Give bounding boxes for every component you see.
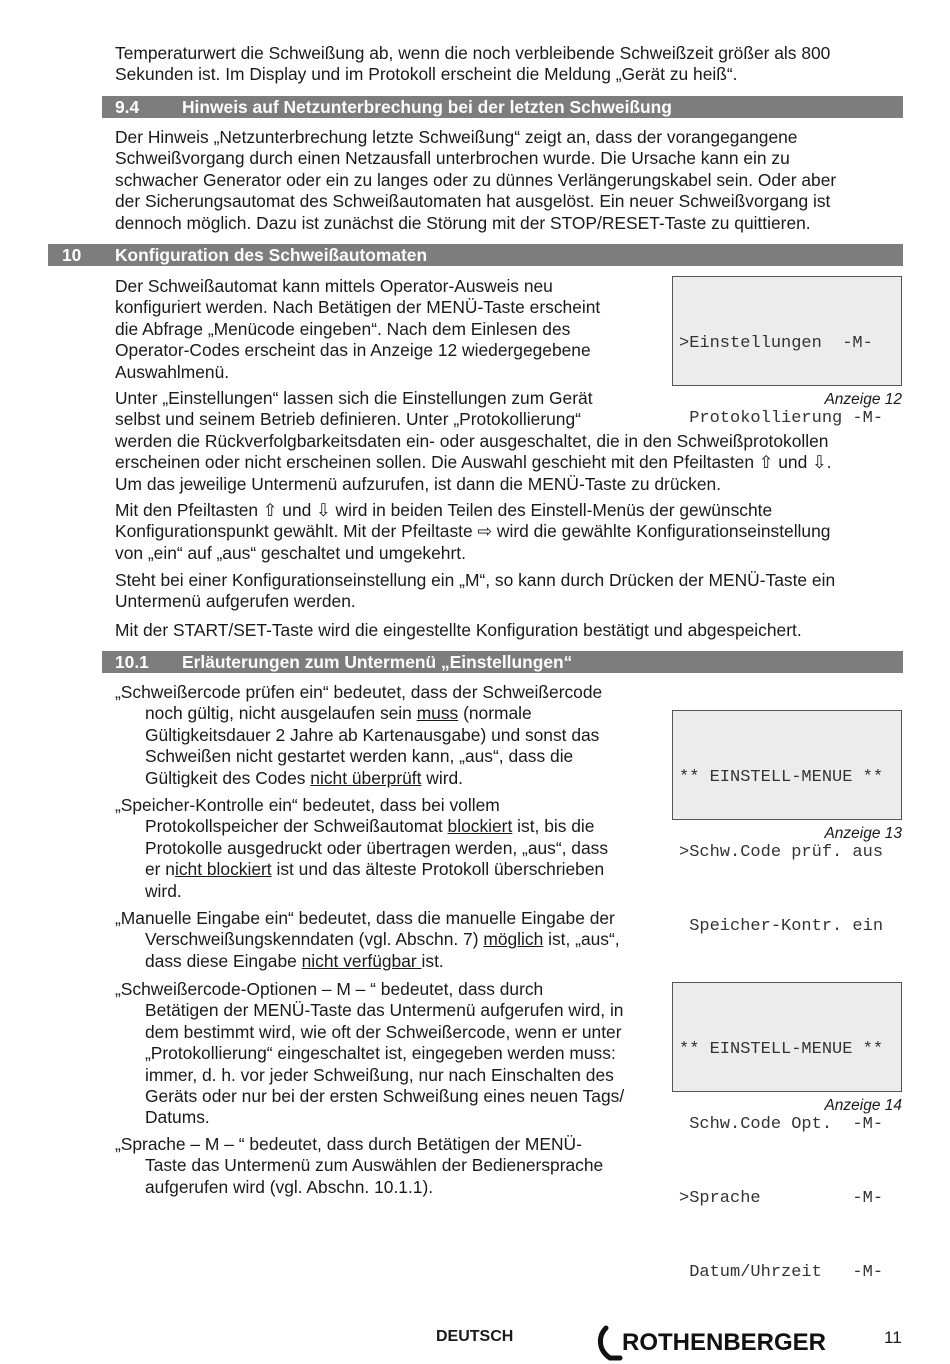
text-line: „Sprache – M – “ bedeutet, dass durch Betätigen der MENÜ-: [115, 1134, 582, 1154]
text-line: „Manuelle Eingabe ein“ bedeutet, dass die manuelle Eingabe der: [115, 908, 615, 928]
display-line: Datum/Uhrzeit -M-: [679, 1262, 884, 1282]
section-10-1-heading: [102, 651, 903, 673]
text-line: Schweißen nicht gestartet werden kann, „aus“, dass die: [145, 746, 574, 767]
text-line: konfiguriert werden. Nach Betätigen der MENÜ-Taste erscheint: [115, 297, 601, 318]
section-10-paragraph-4: [115, 570, 835, 613]
text-line: Sekunden ist. Im Display und im Protokoll erscheint die Meldung „Gerät zu heiß“.: [115, 64, 738, 85]
section-10-heading: [48, 244, 903, 266]
list-item-schweissercode-optionen: [115, 979, 624, 1129]
text-line: Operator-Codes erscheint das in Anzeige 12 wiedergegebene: [115, 340, 591, 361]
page-number: 11: [884, 1328, 902, 1347]
text-line: erscheinen oder nicht erscheinen sollen. Die Auswahl geschieht mit den Pfeiltasten ⇧ und ⇩.: [115, 452, 832, 473]
text-line: Gültigkeit des Codes nicht überprüft wird.: [145, 767, 464, 788]
text-line: selbst und seinem Betrieb definieren. Unter „Protokollierung“: [115, 409, 581, 430]
text-line: Der Schweißautomat kann mittels Operator-Ausweis neu: [115, 276, 553, 296]
text-line: „Schweißercode-Optionen – M – “ bedeutet, dass durch: [115, 979, 544, 999]
text-line: Um das jeweilige Untermenü aufzurufen, ist dann die MENÜ-Taste zu drücken.: [115, 473, 722, 494]
footer-language: DEUTSCH: [436, 1328, 514, 1345]
section-number: 10: [62, 245, 82, 265]
section-number: 9.4: [115, 97, 140, 117]
display-line: Speicher-Kontr. ein: [679, 916, 884, 936]
text-line: Protokolle ausgedruckt oder übertragen werden, „aus“, dass: [145, 837, 609, 858]
display-line: >Schw.Code prüf. aus: [679, 842, 884, 862]
text-line: die Abfrage „Menücode eingeben“. Nach dem Einlesen des: [115, 318, 571, 339]
underlined-text: nicht überprüft: [310, 767, 422, 788]
text-line: Untermenü aufgerufen werden.: [115, 591, 356, 612]
text-line: Konfigurationspunkt gewählt. Mit der Pfeiltaste ⇨ wird die gewählte Konfigurationseinstellung: [115, 521, 831, 542]
display-line: >Sprache -M-: [679, 1188, 884, 1208]
section-10-paragraph-3: [115, 500, 830, 564]
text-line: „Speicher-Kontrolle ein“ bedeutet, dass bei vollem: [115, 795, 500, 815]
text-line: Steht bei einer Konfigurationseinstellung ein „M“, so kann durch Drücken der MENÜ-Taste ein: [115, 570, 836, 590]
list-item-schweissercode: [115, 682, 602, 789]
text-line: Betätigen der MENÜ-Taste das Untermenü aufgerufen wird, in: [145, 1000, 624, 1021]
section-title: Hinweis auf Netzunterbrechung bei der letzten Schweißung: [182, 97, 672, 117]
underlined-text: icht blockiert: [174, 859, 272, 880]
text-line: wird.: [145, 880, 182, 901]
underlined-text: muss: [416, 703, 459, 724]
text-line: Der Hinweis „Netzunterbrechung letzte Schweißung“ zeigt an, dass der vorangegangene: [115, 127, 798, 147]
logo-brand-text: ROTHENBERGER: [622, 1329, 827, 1356]
display-14-caption: Anzeige 14: [824, 1097, 902, 1114]
text-line: Temperaturwert die Schweißung ab, wenn die noch verbleibende Schweißzeit größer als 800: [115, 43, 831, 63]
text-line: Auswahlmenü.: [115, 361, 230, 382]
text-line: immer, d. h. vor jeder Schweißung, nur nach Einschalten des: [145, 1064, 614, 1085]
intro-paragraph: [115, 43, 830, 86]
section-10-paragraph-2: [115, 388, 831, 495]
section-title: Konfiguration des Schweißautomaten: [115, 245, 428, 265]
text-line: „Schweißercode prüfen ein“ bedeutet, dass der Schweißercode: [115, 682, 603, 702]
section-title: Erläuterungen zum Untermenü „Einstellungen“: [182, 652, 573, 672]
list-item-manuelle-eingabe: [115, 908, 620, 972]
text-line: Gültigkeitsdauer 2 Jahre ab Kartenausgabe) und sonst das: [145, 724, 600, 745]
section-9-4-heading: [102, 96, 903, 118]
display-line: >Einstellungen -M-: [679, 334, 873, 354]
underlined-text: möglich: [483, 929, 544, 950]
section-number: 10.1: [115, 652, 149, 672]
display-line: Schw.Code Opt. -M-: [679, 1114, 884, 1134]
display-line: Protokollierung -M-: [679, 408, 884, 428]
section-10-paragraph-1: [115, 276, 600, 383]
section-10-paragraph-5: [115, 620, 802, 641]
text-line: aufgerufen wird (vgl. Abschn. 10.1.1).: [145, 1176, 434, 1197]
text-line: der Sicherungsautomat des Schweißautomaten hat ausgelöst. Ein neuer Schweißvorgang ist: [115, 191, 831, 212]
underlined-text: blockiert: [447, 816, 513, 837]
text-line: Datums.: [145, 1107, 210, 1128]
text-line: Geräts oder nur bei der ersten Schweißung eines neuen Tags/: [145, 1086, 625, 1107]
logo-swoosh: [600, 1328, 620, 1358]
text-line: dass diese Eingabe nicht verfügbar ist.: [145, 950, 444, 971]
text-line: Unter „Einstellungen“ lassen sich die Einstellungen zum Gerät: [115, 388, 593, 408]
section-9-4-paragraph: [115, 127, 836, 234]
text-line: „Protokollierung“ eingeschaltet ist, eingegeben werden muss:: [145, 1043, 616, 1064]
text-line: Mit den Pfeiltasten ⇧ und ⇩ wird in beiden Teilen des Einstell-Menüs der gewünschte: [115, 500, 773, 520]
underlined-text: nicht verfügbar: [301, 950, 422, 971]
display-line: ** EINSTELL-MENUE **: [679, 1040, 884, 1060]
text-line: er nicht blockiert ist und das älteste Protokoll überschrieben: [145, 859, 605, 880]
text-line: noch gültig, nicht ausgelaufen sein muss (normale: [145, 703, 532, 724]
display-12-caption: Anzeige 12: [824, 391, 902, 408]
text-line: dennoch möglich. Dazu ist zunächst die Störung mit der STOP/RESET-Taste zu quittieren.: [115, 212, 811, 233]
list-item-speicher-kontrolle: [115, 795, 608, 902]
text-line: dem bestimmt wird, wie oft der Schweißercode, wenn er unter: [145, 1021, 622, 1042]
rothenberger-logo: [596, 1322, 846, 1362]
text-line: schwacher Generator oder ein zu langes oder zu dünnes Verlängerungskabel sein. Oder aber: [115, 169, 837, 190]
text-line: Taste das Untermenü zum Auswählen der Bedienersprache: [145, 1155, 604, 1176]
text-line: Protokollspeicher der Schweißautomat blockiert ist, bis die: [145, 816, 595, 837]
display-line: ** EINSTELL-MENUE **: [679, 768, 884, 788]
text-line: von „ein“ auf „aus“ geschaltet und umgekehrt.: [115, 542, 466, 563]
text-line: Verschweißungskenndaten (vgl. Abschn. 7) möglich ist, „aus“,: [145, 929, 620, 950]
text-line: werden die Rückverfolgbarkeitsdaten ein- oder ausgeschaltet, die in den Schweißprotokollen: [115, 430, 829, 451]
text-line: Schweißvorgang durch einen Netzausfall unterbrochen wurde. Die Ursache kann ein zu: [115, 148, 790, 169]
list-item-sprache: [115, 1134, 603, 1198]
text-line: Mit der START/SET-Taste wird die eingestellte Konfiguration bestätigt und abgespeichert.: [115, 620, 802, 640]
display-13-caption: Anzeige 13: [824, 825, 902, 842]
